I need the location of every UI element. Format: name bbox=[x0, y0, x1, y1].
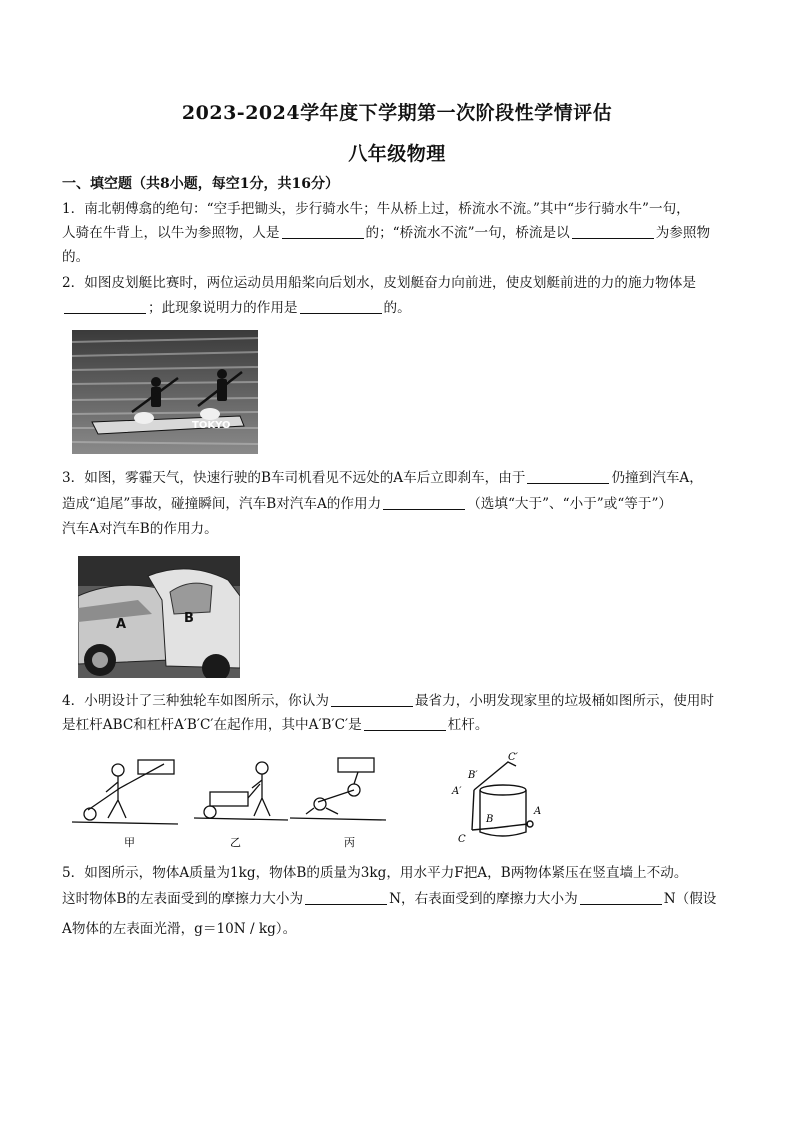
q1-text-c: 为参照物 bbox=[655, 225, 711, 241]
car-a-label: A bbox=[116, 617, 127, 632]
car-collision-photo bbox=[78, 556, 240, 678]
q4-line2 bbox=[62, 714, 742, 736]
fig-label-yi: 乙 bbox=[230, 836, 241, 849]
q2-text-a: ；此现象说明力的作用是 bbox=[148, 300, 298, 316]
q3-text-a: 3．如图，雾霾天气，快速行驶的B车司机看见不远处的A车后立即刹车，由于 bbox=[62, 470, 526, 486]
q4-blank-1[interactable] bbox=[331, 692, 413, 707]
wheelbarrow-figures bbox=[68, 752, 388, 852]
bin-label-c: C bbox=[458, 834, 466, 845]
q1-blank-2[interactable] bbox=[572, 224, 654, 239]
q3-blank-1[interactable] bbox=[527, 469, 609, 484]
q3-line2 bbox=[62, 493, 742, 515]
q5-line3: A物体的左表面光滑，g＝10N / kg）。 bbox=[62, 921, 297, 937]
q3-blank-2[interactable] bbox=[383, 495, 465, 510]
q3-line1 bbox=[62, 467, 742, 489]
q2-line2 bbox=[62, 297, 742, 319]
q3-text-d: （选填“大于”、“小于”或“等于”） bbox=[467, 496, 673, 512]
q2-text-b: 的。 bbox=[383, 300, 411, 316]
q4-text-b: 最省力，小明发现家里的垃圾桶如图所示，使用时 bbox=[414, 693, 714, 709]
fig-label-jia: 甲 bbox=[124, 836, 135, 849]
kayak-photo bbox=[72, 330, 258, 454]
q4-line1 bbox=[62, 690, 742, 712]
page-subtitle: 八年级物理 bbox=[348, 143, 446, 165]
q3-text-c: 造成“追尾”事故，碰撞瞬间，汽车B对汽车A的作用力 bbox=[62, 496, 382, 512]
q4-text-d: 杠杆。 bbox=[447, 717, 489, 733]
q2-blank-1[interactable] bbox=[64, 299, 146, 314]
q3-text-b: 仍撞到汽车A， bbox=[611, 470, 703, 486]
bin-label-a: A bbox=[534, 806, 542, 817]
q5-line2 bbox=[62, 888, 742, 910]
fig-label-bing: 丙 bbox=[344, 836, 355, 849]
q5-text-a: 这时物体B的左表面受到的摩擦力大小为 bbox=[62, 891, 304, 907]
section-heading: 一、填空题（共8小题，每空1分，共16分） bbox=[62, 176, 339, 192]
q1-text-a: 人骑在牛背上，以牛为参照物，人是 bbox=[62, 225, 280, 241]
bin-label-c-prime: C′ bbox=[508, 752, 518, 763]
trash-bin-figure bbox=[450, 750, 550, 848]
q4-blank-2[interactable] bbox=[364, 716, 446, 731]
q5-text-b: N，右表面受到的摩擦力大小为 bbox=[389, 891, 578, 907]
q2-blank-2[interactable] bbox=[300, 299, 382, 314]
car-b-label: B bbox=[184, 611, 194, 626]
q1-line3: 的。 bbox=[62, 249, 90, 265]
q2-line1: 2．如图皮划艇比赛时，两位运动员用船桨向后划水，皮划艇奋力向前进，使皮划艇前进的力的施力物体是 bbox=[62, 275, 696, 291]
q1-blank-1[interactable] bbox=[282, 224, 364, 239]
q5-blank-1[interactable] bbox=[305, 890, 387, 905]
q5-line1: 5．如图所示，物体A质量为1kg，物体B的质量为3kg，用水平力F把A，B两物体紧压在竖直墙上不动。 bbox=[62, 865, 688, 881]
q4-text-c: 是杠杆ABC和杠杆A′B′C′在起作用，其中A′B′C′是 bbox=[62, 717, 362, 733]
q5-blank-2[interactable] bbox=[580, 890, 662, 905]
bin-label-b: B bbox=[486, 814, 494, 825]
bin-label-a-prime: A′ bbox=[452, 786, 462, 797]
q4-text-a: 4．小明设计了三种独轮车如图所示，你认为 bbox=[62, 693, 329, 709]
q1-line2 bbox=[62, 222, 742, 244]
q5-text-c: N（假设 bbox=[663, 891, 717, 907]
page-title: 2023-2024学年度下学期第一次阶段性学情评估 bbox=[181, 102, 613, 124]
kayak-text: TOKYO bbox=[192, 420, 231, 431]
bin-label-b-prime: B′ bbox=[468, 770, 478, 781]
q3-line3: 汽车A对汽车B的作用力。 bbox=[62, 521, 218, 537]
q1-line1: 1．南北朝傅翕的绝句：“空手把锄头，步行骑水牛；牛从桥上过，桥流水不流。”其中“步行骑水牛”一句， bbox=[62, 201, 690, 217]
q1-text-b: 的；“桥流水不流”一句，桥流是以 bbox=[365, 225, 570, 241]
